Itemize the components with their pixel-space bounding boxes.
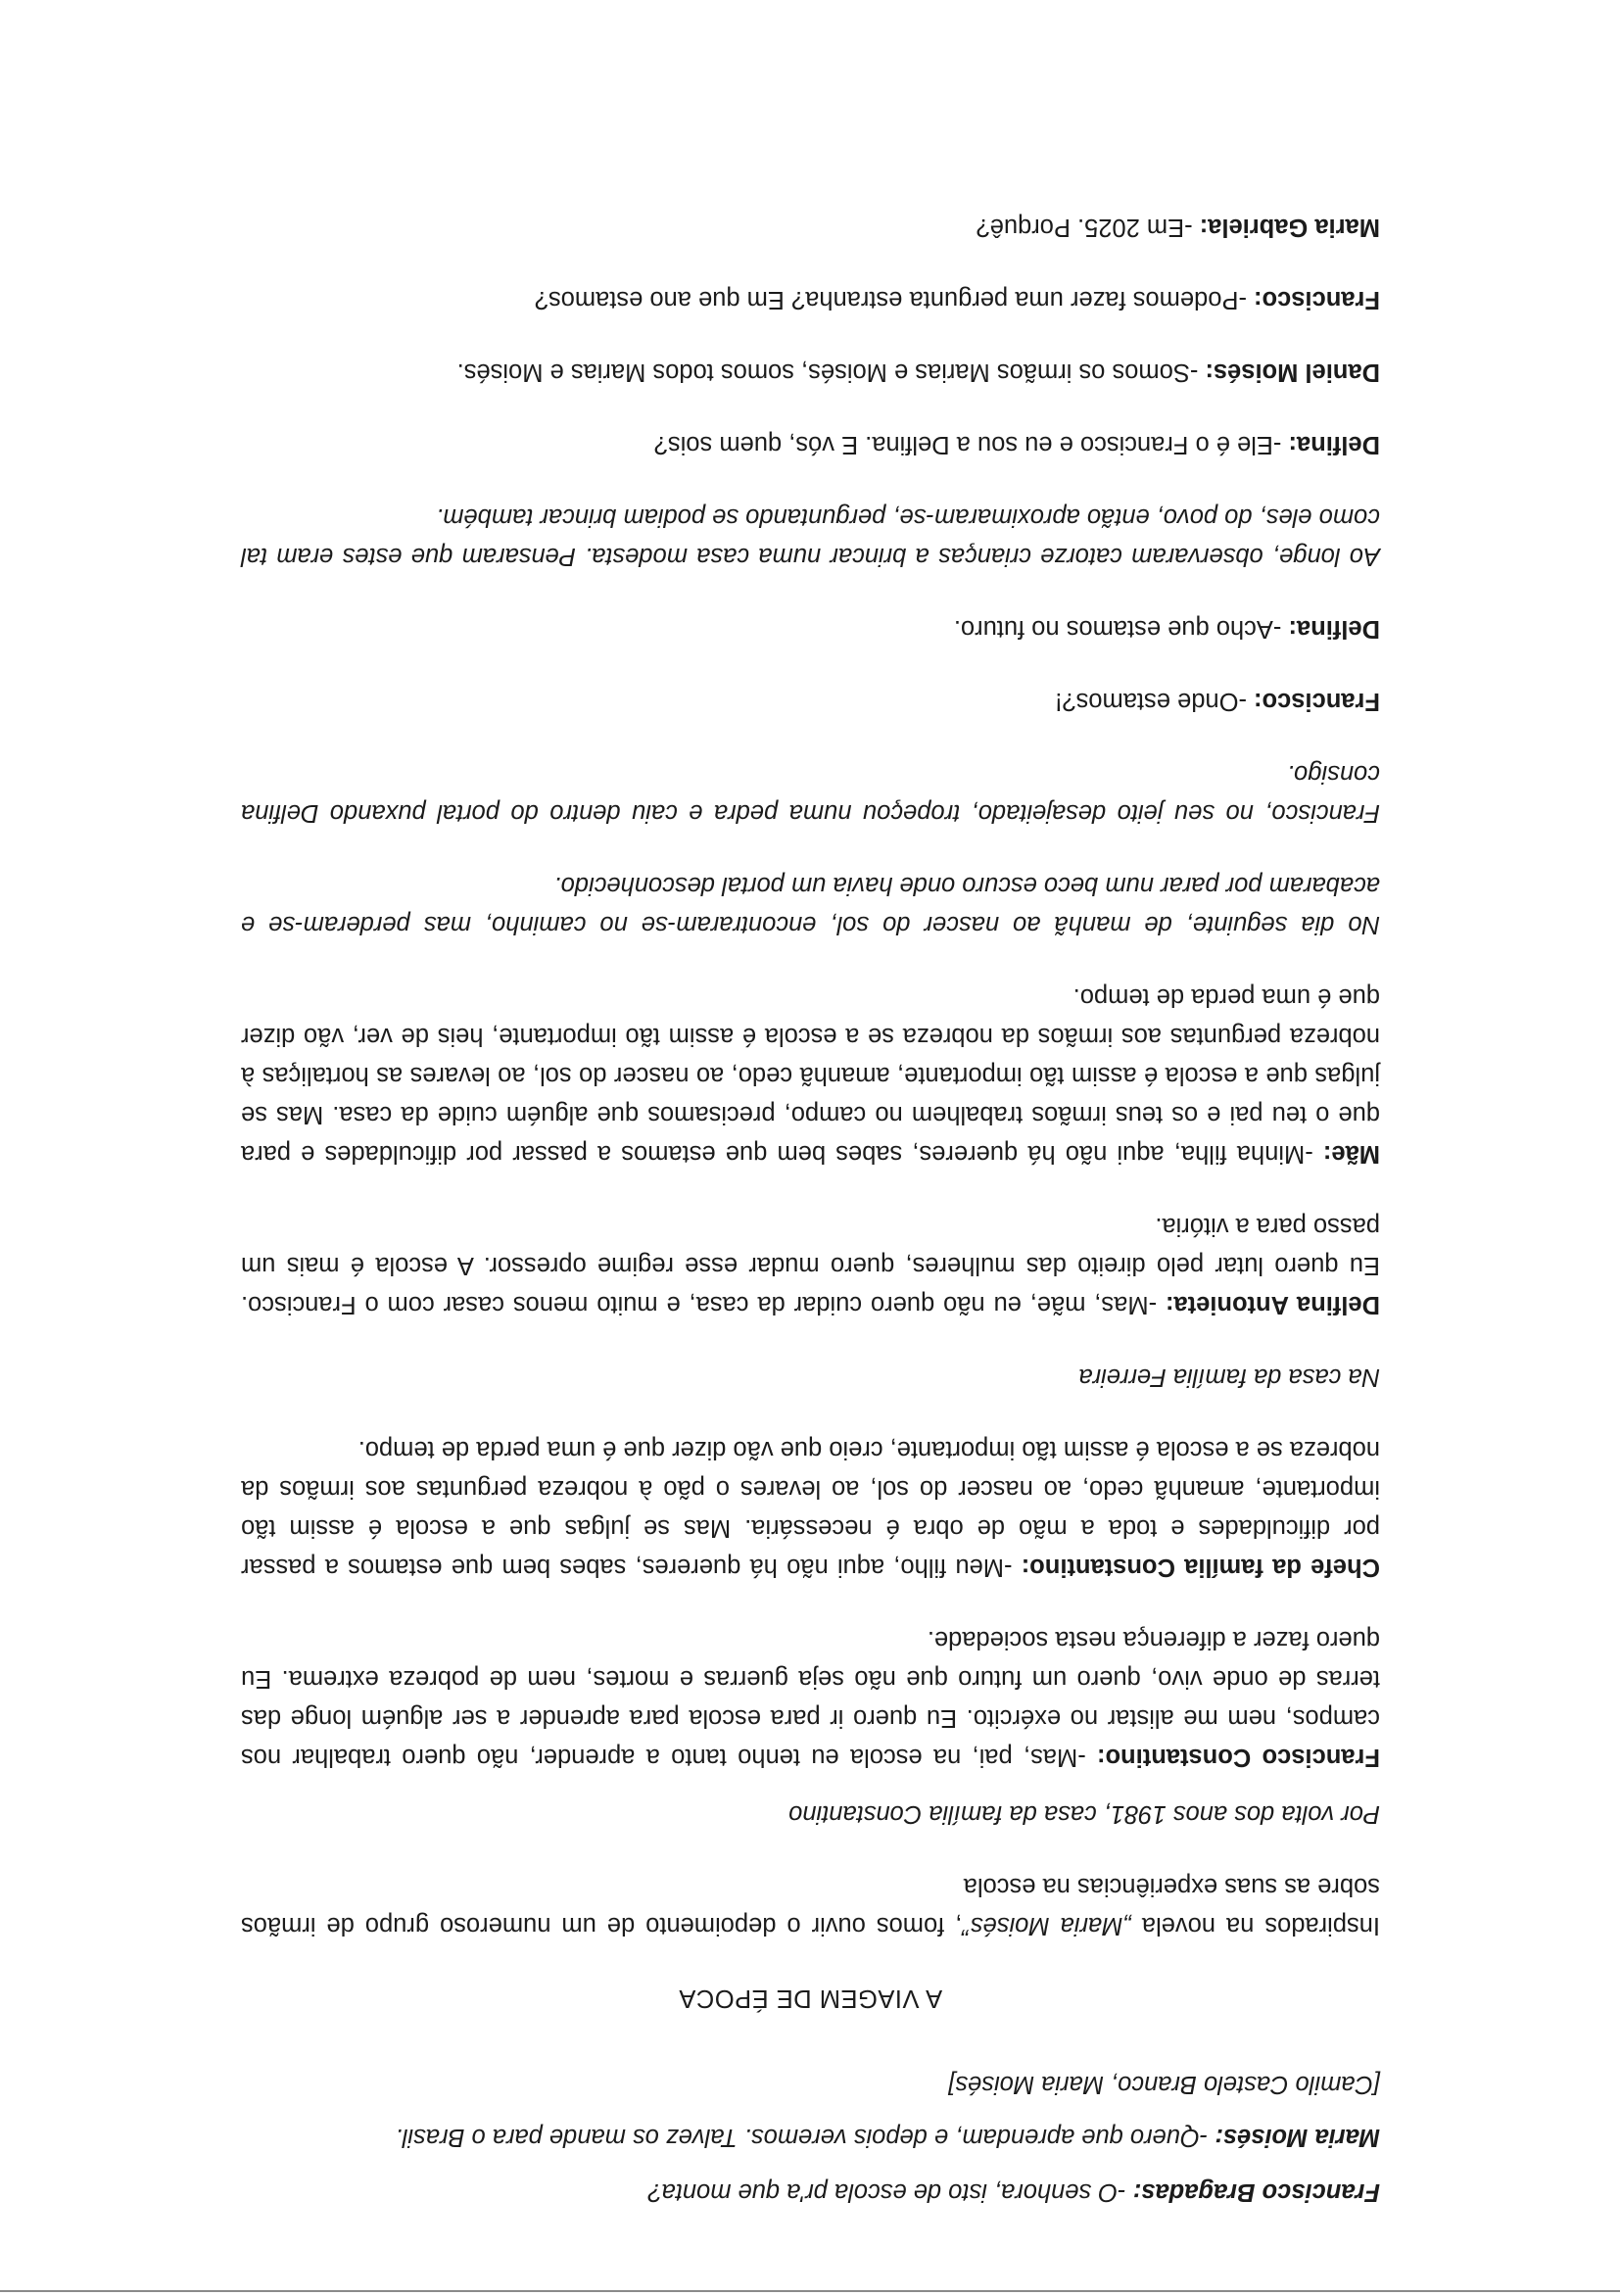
intro-text: , fomos ouvir o depoimento de um numeroso grupo de irmãos sobre as suas experiências na escola <box>240 1873 1380 1939</box>
intro-paragraph <box>241 1867 1380 1945</box>
intro-text: Inspirados na novela <box>1130 1912 1380 1939</box>
scene-heading: Na casa da família Ferreira <box>1078 1363 1380 1391</box>
dialogue-line <box>241 1207 1380 1324</box>
dialogue-text: -Somos os irmãos Marias e Moisés, somos todos Marias e Moisés. <box>456 359 1206 386</box>
scan-edge-line <box>0 2290 1620 2292</box>
epigraph-speaker: Francisco Bragadas: <box>1132 2178 1380 2206</box>
speaker-name: Daniel Moisés: <box>1205 359 1380 386</box>
speaker-name: Francisco: <box>1254 688 1380 715</box>
dialogue-line <box>241 280 1380 319</box>
speaker-name: Francisco Constantino: <box>1097 1744 1380 1771</box>
dialogue-line <box>241 1430 1380 1587</box>
document-body <box>241 208 1380 2212</box>
scene-heading: Por volta dos anos 1981, casa da família Constantino <box>788 1800 1380 1828</box>
epigraph-text: -O senhora, isto de escola pr'a que monta? <box>647 2178 1133 2206</box>
epigraph-text: -Quero que aprendam, e depois veremos. Talvez os mande para o Brasil. <box>395 2124 1215 2151</box>
dialogue-line <box>241 208 1380 247</box>
epigraph-line <box>241 2118 1380 2157</box>
epigraph-source: [Camilo Castelo Branco, Maria Moisés] <box>948 2071 1380 2098</box>
novel-title: „Maria Moisés” <box>962 1912 1131 1939</box>
dialogue-text: -Ele é o Francisco e eu sou a Delfina. E vós, quem sois? <box>653 431 1289 458</box>
dialogue-text: -Mas, mãe, eu não quero cuidar da casa, e muito menos casar com o Francisco. Eu quero lutar pelo direito das mulheres, quero mudar esse regime opressor. A escola é mais um passo para a vitória. <box>241 1213 1380 1318</box>
dialogue-text: -Podemos fazer uma pergunta estranha? Em que ano estamos? <box>534 286 1255 313</box>
speaker-name: Francisco: <box>1254 286 1380 313</box>
speaker-name: Chefe da família Constantino: <box>1021 1554 1380 1581</box>
speaker-name: Delfina: <box>1288 615 1380 643</box>
speaker-name: Delfina Antonieta: <box>1165 1291 1380 1318</box>
epigraph-speaker: Maria Moisés: <box>1215 2124 1380 2151</box>
speaker-name: Maria Gabriela: <box>1199 214 1380 241</box>
dialogue-text: -Mas, pai, na escola eu tenho tanto a aprender, não quero trabalhar nos campos, nem me alistar no exército. Eu quero ir para escola para aprender a ser alguém longe das terras de onde vivo, quero um futuro que não seja guerras e mortes, nem de pobreza extrema. Eu quero fazer a diferença nesta sociedade. <box>241 1626 1380 1771</box>
narration-paragraph: Francisco, no seu jeito desajeitado, tropeçou numa pedra e caiu dentro do portal puxando Delfina consigo. <box>241 760 1380 827</box>
epigraph-line <box>241 2173 1380 2212</box>
dialogue-line <box>241 682 1380 721</box>
dialogue-text: -Onde estamos?! <box>1055 688 1255 715</box>
dialogue-text: -Minha filha, aqui não há quereres, sabes bem que estamos a passar por dificuldades e para que o teu pai e os teus irmãos trabalhem no campo, precisamos que alguém cuide da casa. Mas se julgas que a escola é assim tão importante, amanhã cedo, ao nascer do sol, ao levares as hortaliças à nobreza perguntas aos irmãos da nobreza se a escola é assim tão importante, heis de ver, vão dizer que é uma perda de tempo. <box>241 983 1380 1168</box>
dialogue-line <box>241 609 1380 648</box>
dialogue-line <box>241 353 1380 392</box>
narration-paragraph: No dia seguinte, de manhã ao nascer do sol, encontraram-se no caminho, mas perderam-se e acabaram por parar num beco escuro onde havia um portal desconhecido. <box>241 872 1380 938</box>
dialogue-text: -Acho que estamos no futuro. <box>953 615 1289 643</box>
narration-paragraph: Ao longe, observaram catorze crianças a brincar numa casa modesta. Pensaram que estes eram tal como eles, do povo, então aproximaram-se, perguntando se podiam brincar também. <box>241 503 1380 570</box>
dialogue-text: -Meu filho, aqui não há quereres, sabes bem que estamos a passar por dificuldades e toda a mão de obra é necessária. Mas se julgas que a escola é assim tão importante, amanhã cedo, ao nascer do sol, ao levares o pão à nobreza perguntas aos irmãos da nobreza se a escola é assim tão importante, creio que vão dizer que é uma perda de tempo. <box>241 1436 1380 1581</box>
dialogue-line <box>241 425 1380 464</box>
dialogue-line <box>241 978 1380 1173</box>
speaker-name: Mãe: <box>1322 1140 1380 1168</box>
dialogue-text: -Em 2025. Porquê? <box>976 214 1200 241</box>
speaker-name: Delfina: <box>1288 431 1380 458</box>
dialogue-line <box>241 1620 1380 1777</box>
document-title: A VIAGEM DE ÉPOCA <box>678 1985 943 2012</box>
